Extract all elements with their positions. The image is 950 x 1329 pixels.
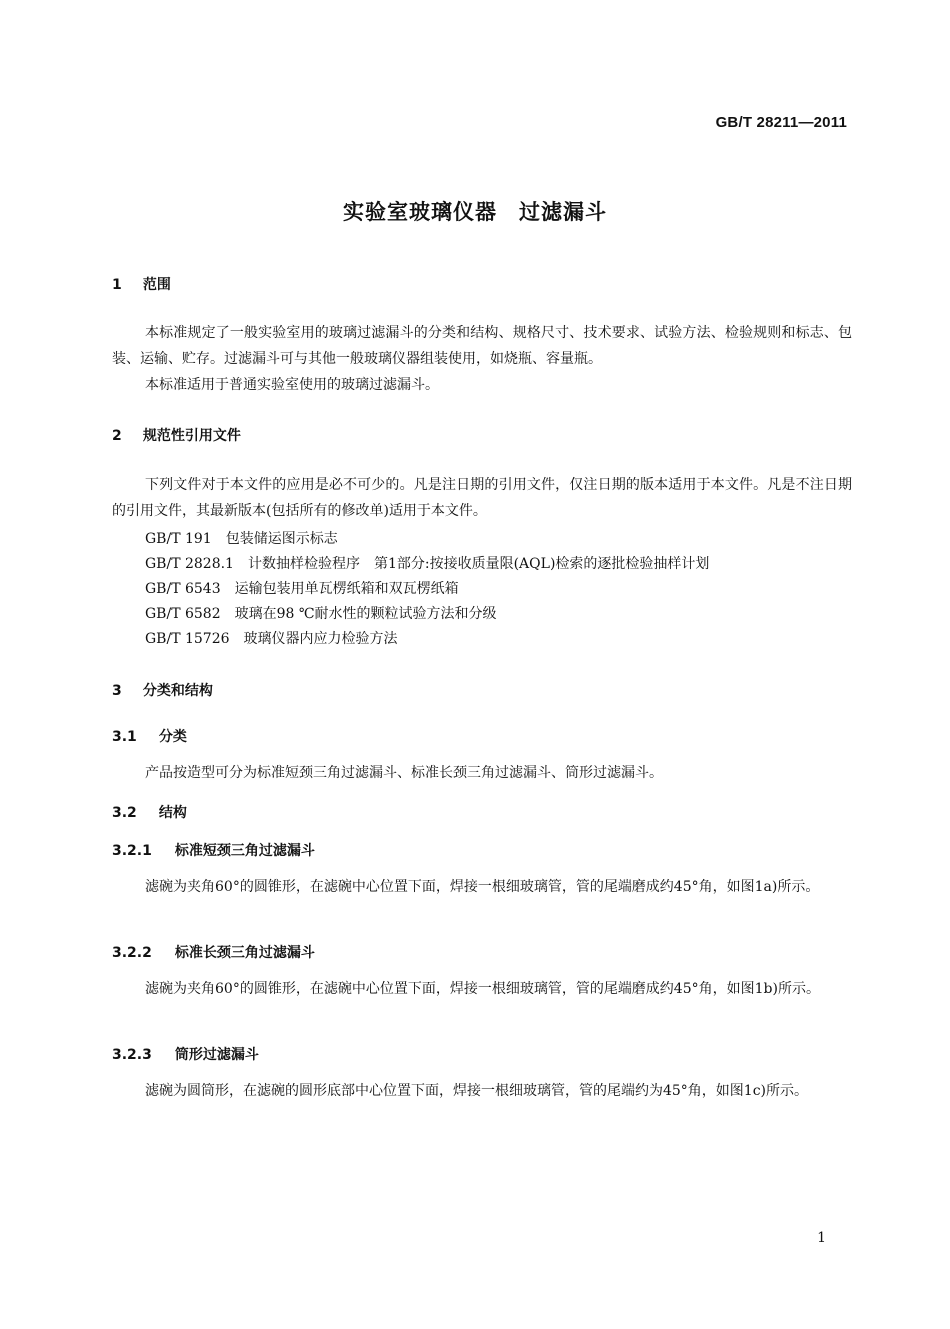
reference-code: GB/T 6582 — [145, 606, 221, 622]
section-number: 3.2 — [112, 805, 137, 821]
section-number: 3.1 — [112, 729, 137, 745]
reference-item — [145, 578, 459, 598]
reference-title: 玻璃仪器内应力检验方法 — [243, 631, 398, 647]
section-3-2-3-text: 滤碗为圆筒形，在滤碗的圆形底部中心位置下面，焊接一根细玻璃管，管的尾端约为45°角，如图1c)所示。 — [145, 1083, 809, 1099]
reference-code: GB/T 6543 — [145, 581, 221, 597]
reference-title: 计数抽样检验程序 第1部分:按接收质量限(AQL)检索的逐批检验抽样计划 — [247, 556, 710, 572]
reference-item — [145, 528, 338, 548]
section-number: 1 — [112, 277, 122, 293]
reference-item — [145, 603, 497, 623]
section-1-paragraph-2: 本标准适用于普通实验室使用的玻璃过滤漏斗。 — [145, 377, 439, 393]
section-title: 筒形过滤漏斗 — [174, 1047, 259, 1063]
section-number: 3.2.1 — [112, 843, 152, 859]
section-title: 范围 — [142, 277, 171, 293]
document-title: 实验室玻璃仪器 过滤漏斗 — [343, 200, 607, 224]
section-number: 3.2.2 — [112, 945, 152, 961]
section-title: 分类和结构 — [142, 683, 213, 699]
section-3-2-3-heading — [112, 1044, 259, 1064]
section-title: 规范性引用文件 — [142, 428, 241, 444]
reference-item — [145, 553, 709, 573]
section-2-heading — [112, 425, 241, 445]
section-3-2-1-text: 滤碗为夹角60°的圆锥形，在滤碗中心位置下面，焊接一根细玻璃管，管的尾端磨成约45°角，如图1a)所示。 — [145, 879, 820, 895]
section-3-heading — [112, 680, 213, 700]
reference-title: 玻璃在98 ℃耐水性的颗粒试验方法和分级 — [234, 606, 497, 622]
section-title: 结构 — [158, 805, 187, 821]
section-3-2-1-heading — [112, 840, 315, 860]
section-2-intro: 下列文件对于本文件的应用是必不可少的。凡是注日期的引用文件，仅注日期的版本适用于本文件。凡是不注日期的引用文件，其最新版本(包括所有的修改单)适用于本文件。 — [112, 477, 852, 519]
section-number: 3.2.3 — [112, 1047, 152, 1063]
section-1-paragraph-1: 本标准规定了一般实验室用的玻璃过滤漏斗的分类和结构、规格尺寸、技术要求、试验方法、检验规则和标志、包装、运输、贮存。过滤漏斗可与其他一般玻璃仪器组装使用，如烧瓶、容量瓶。 — [112, 325, 852, 367]
page-number: 1 — [817, 1230, 826, 1246]
section-1-heading — [112, 274, 171, 294]
reference-code: GB/T 2828.1 — [145, 556, 234, 572]
section-3-1-heading — [112, 726, 187, 746]
reference-item — [145, 628, 398, 648]
section-3-2-heading — [112, 802, 187, 822]
standard-code: GB/T 28211—2011 — [715, 114, 847, 131]
section-title: 标准长颈三角过滤漏斗 — [174, 945, 315, 961]
section-3-1-text: 产品按造型可分为标准短颈三角过滤漏斗、标准长颈三角过滤漏斗、筒形过滤漏斗。 — [145, 765, 663, 781]
section-number: 2 — [112, 428, 122, 444]
reference-code: GB/T 191 — [145, 531, 212, 547]
reference-code: GB/T 15726 — [145, 631, 230, 647]
reference-title: 包装储运图示标志 — [225, 531, 338, 547]
reference-title: 运输包装用单瓦楞纸箱和双瓦楞纸箱 — [234, 581, 459, 597]
section-title: 标准短颈三角过滤漏斗 — [174, 843, 315, 859]
section-number: 3 — [112, 683, 122, 699]
section-3-2-2-heading — [112, 942, 315, 962]
section-3-2-2-text: 滤碗为夹角60°的圆锥形，在滤碗中心位置下面，焊接一根细玻璃管，管的尾端磨成约45°角，如图1b)所示。 — [145, 981, 820, 997]
section-title: 分类 — [158, 729, 187, 745]
